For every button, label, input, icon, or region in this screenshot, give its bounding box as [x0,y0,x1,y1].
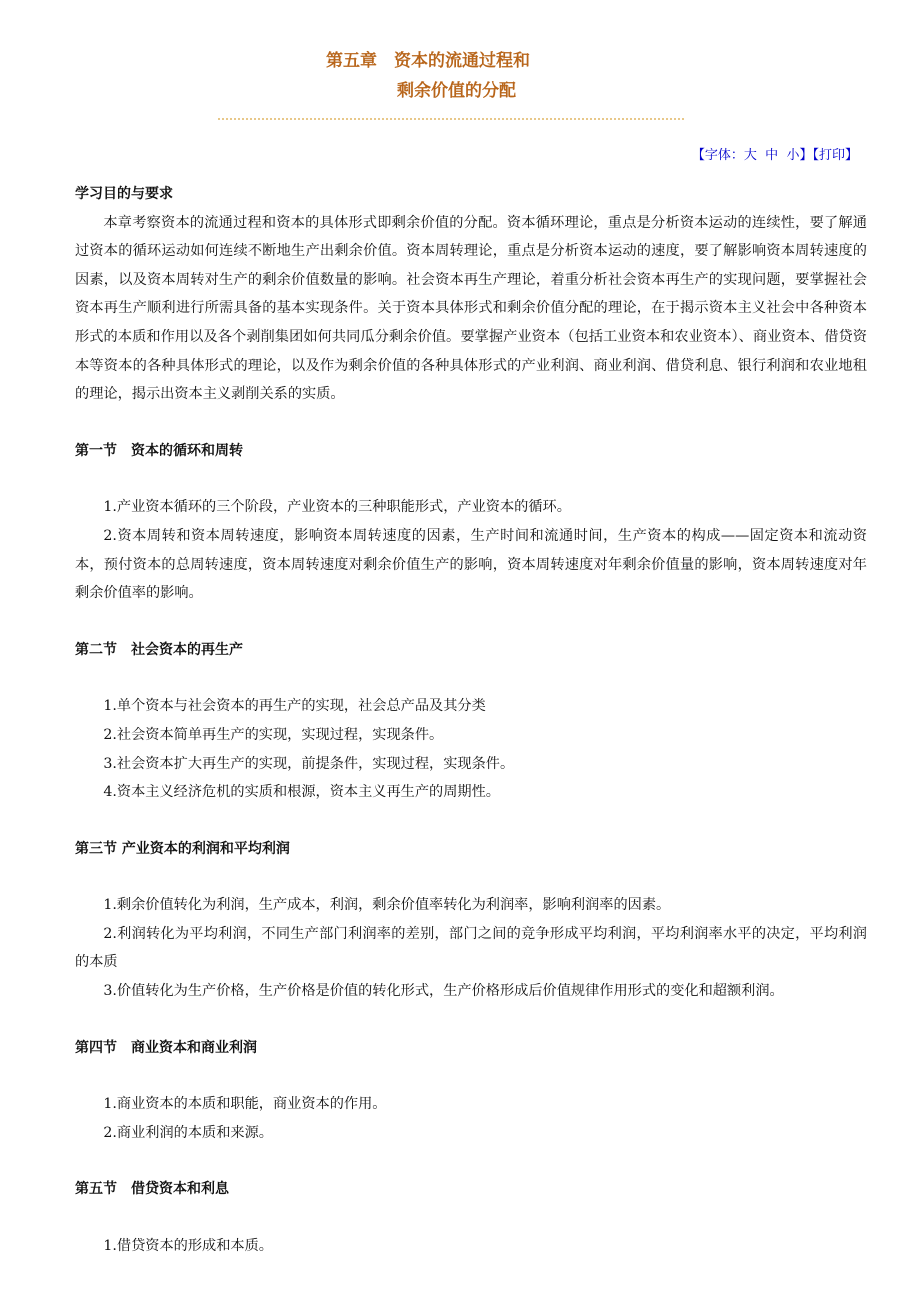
list-item: 2.商业利润的本质和来源。 [103,1124,273,1141]
list-item: 3.社会资本扩大再生产的实现，前提条件，实现过程，实现条件。 [103,755,515,772]
title-divider [218,118,684,120]
font-label: 【字体： [691,148,744,163]
list-item: 1.借贷资本的形成和本质。 [103,1238,273,1255]
print-link[interactable]: 【打印】 [812,148,858,163]
list-item: 2.资本周转和资本周转速度，影响资本周转速度的因素，生产时间和流通时间，生产资本的构成——固定资本和流动资本，预付资本的总周转速度，资本周转速度对剩余价值生产的影响，资本周转速度对年剩余价值量的影响，资本周转速度对年剩余价值率的影响。 [75,527,867,602]
font-medium-link[interactable]: 中 [765,148,779,163]
objectives-text: 本章考察资本的流通过程和资本的具体形式即剩余价值的分配。资本循环理论，重点是分析资本运动的连续性，要了解通过资本的循环运动如何连续不断地生产出剩余价值。资本周转理论，重点是分析资本运动的速度，要了解影响资本周转速度的因素，以及资本周转对生产的剩余价值数量的影响。社会资本再生产理论，着重分析社会资本再生产的实现问题，要掌握社会资本再生产顺利进行所需具备的基本实现条件。关于资本具体形式和剩余价值分配的理论，在于揭示资本主义社会中各种资本形式的本质和作用以及各个剥削集团如何共同瓜分剩余价值。要掌握产业资本（包括工业资本和农业资本）、商业资本、借贷资本等资本的各种具体形式的理论，以及作为剩余价值的各种具体形式的产业利润、商业利润、借贷利息、银行利润和农业地租的理论，揭示出资本主义剥削关系的实质。 [75,214,867,403]
objectives-heading: 学习目的与要求 [75,186,173,202]
font-large-link[interactable]: 大 [743,148,757,163]
list-item: 1.商业资本的本质和职能，商业资本的作用。 [103,1096,387,1113]
list-item: 1.产业资本循环的三个阶段，产业资本的三种职能形式，产业资本的循环。 [103,499,571,516]
chapter-title-line2: 剩余价值的分配 [397,81,516,101]
section-title: 第四节 商业资本和商业利润 [75,1039,257,1056]
font-label-end: 】 [799,148,813,163]
font-small-link[interactable]: 小 [786,148,800,163]
list-item: 2.利润转化为平均利润，不同生产部门利润率的差别，部门之间的竞争形成平均利润，平均利润率水平的决定，平均利润的本质 [75,925,867,971]
section-title: 第二节 社会资本的再生产 [75,641,243,658]
list-item: 1.单个资本与社会资本的再生产的实现，社会总产品及其分类 [103,698,486,715]
list-item: 3.价值转化为生产价格，生产价格是价值的转化形式，生产价格形成后价值规律作用形式的变化和超额利润。 [103,983,784,1000]
list-item: 1.剩余价值转化为利润，生产成本，利润，剩余价值率转化为利润率，影响利润率的因素。 [103,897,671,914]
list-item: 2.社会资本简单再生产的实现，实现过程，实现条件。 [103,726,444,743]
section-title: 第一节 资本的循环和周转 [75,442,243,459]
list-item: 4.资本主义经济危机的实质和根源，资本主义再生产的周期性。 [103,784,500,801]
chapter-title-line1: 第五章 资本的流通过程和 [326,51,530,71]
font-toolbar [692,144,858,163]
section-title: 第五节 借贷资本和利息 [75,1181,229,1198]
article-body [75,180,867,1261]
section-title: 第三节 产业资本的利润和平均利润 [75,840,290,857]
